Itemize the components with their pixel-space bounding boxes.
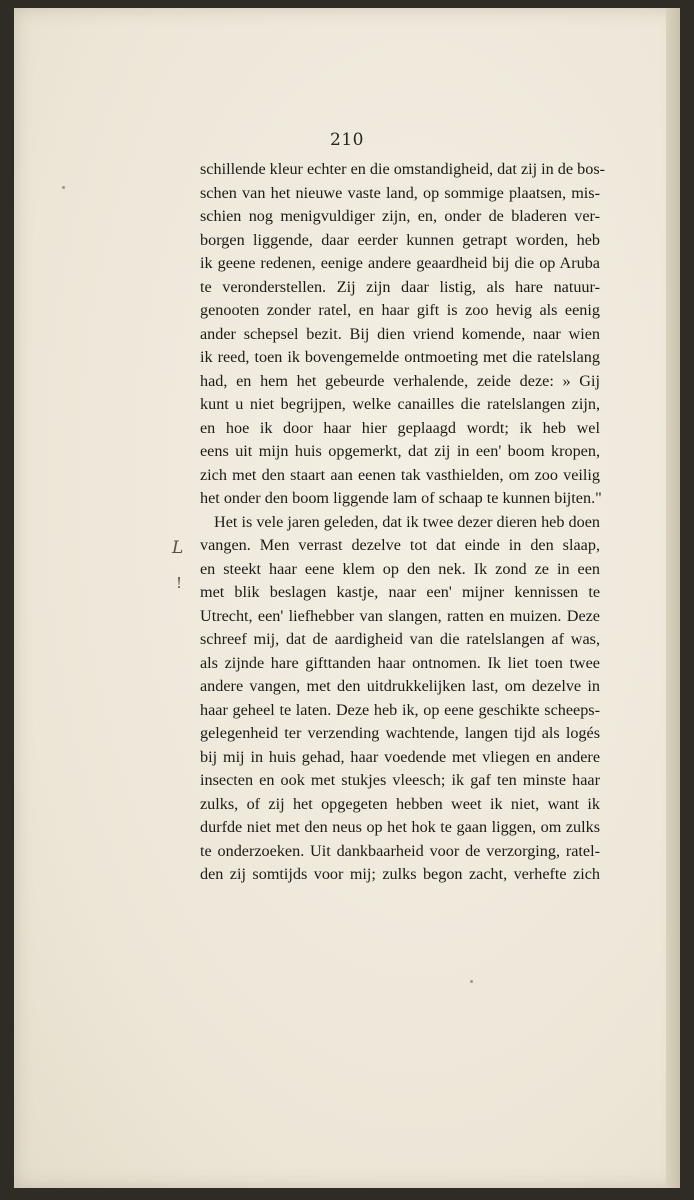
paper-speck (62, 186, 65, 189)
text-line: borgen liggende, daar eerder kunnen getrapt worden, heb (200, 230, 600, 249)
text-line: te veronderstellen. Zij zijn daar listig, als hare natuur- (200, 277, 600, 296)
paper-speck (470, 980, 473, 983)
text-line: ik geene redenen, eenige andere geaardheid bij die op Aruba (200, 254, 600, 272)
page-gutter (666, 8, 680, 1188)
text-line: als zijnde hare gifttanden haar ontnomen. Ik liet toen twee (200, 653, 600, 672)
text-line: ander schepsel bezit. Bij dien vriend komende, naar wien (200, 324, 600, 343)
text-line: te onderzoeken. Uit dankbaarheid voor de verzorging, ratel- (200, 841, 600, 860)
text-line: bij mij in huis gehad, haar voedende met vliegen en andere (200, 747, 600, 766)
text-line: gelegenheid ter verzending wachtende, langen tijd als logés (200, 724, 600, 742)
text-line: zulks, of zij het opgegeten hebben weet ik niet, want ik (200, 794, 600, 813)
text-line: schreef mij, dat de aardigheid van die ratelslangen af was, (200, 630, 600, 648)
body-text (200, 158, 606, 887)
text-line: insecten en ook met stukjes vleesch; ik gaf ten minste haar (200, 771, 600, 789)
text-line: had, en hem het gebeurde verhalende, zeide deze: » Gij (200, 371, 600, 390)
text-line: eens uit mijn huis opgemerkt, dat zij in een' boom kropen, (200, 442, 600, 460)
text-line: schen van het nieuwe vaste land, op sommige plaatsen, mis- (200, 183, 600, 202)
text-line: en hoe ik door haar hier geplaagd wordt; ik heb wel (200, 418, 600, 437)
book-page (14, 8, 680, 1188)
text-line: durfde niet met den neus op het hok te gaan liggen, om zulks (200, 818, 600, 836)
text-line: Het is vele jaren geleden, dat ik twee dezer dieren heb doen (214, 512, 600, 531)
text-line: andere vangen, met den uitdrukkelijken last, om dezelve in (200, 677, 600, 695)
text-line: genooten zonder ratel, en haar gift is zoo hevig als eenig (200, 301, 600, 319)
text-line: met blik beslagen kastje, naar een' mijner kennissen te (200, 583, 600, 601)
text-line: kunt u niet begrijpen, welke canailles die ratelslangen zijn, (200, 395, 600, 413)
text-line: schien nog menigvuldiger zijn, en, onder de bladeren ver- (200, 207, 600, 225)
margin-mark: ! (176, 574, 183, 592)
text-line: Utrecht, een' liefhebber van slangen, ratten en muizen. Deze (200, 606, 600, 625)
margin-mark: L (172, 538, 184, 558)
text-line: zich met den staart aan eenen tak vasthielden, om zoo veilig (200, 465, 600, 484)
text-line: den zij somtijds voor mij; zulks begon zacht, verhefte zich (200, 865, 600, 883)
text-line: haar geheel te laten. Deze heb ik, op eene geschikte scheeps- (200, 700, 600, 719)
text-line: ik reed, toen ik bovengemelde ontmoeting met die ratelslang (200, 348, 600, 366)
text-line: het onder den boom liggende lam of schaap te kunnen bijten." (200, 489, 602, 507)
text-line: vangen. Men verrast dezelve tot dat einde in den slaap, (200, 536, 600, 554)
text-line: schillende kleur echter en die omstandigheid, dat zij in de bos- (200, 160, 606, 178)
text-line: en steekt haar eene klem op den nek. Ik zond ze in een (200, 559, 600, 578)
page-number: 210 (330, 130, 364, 150)
